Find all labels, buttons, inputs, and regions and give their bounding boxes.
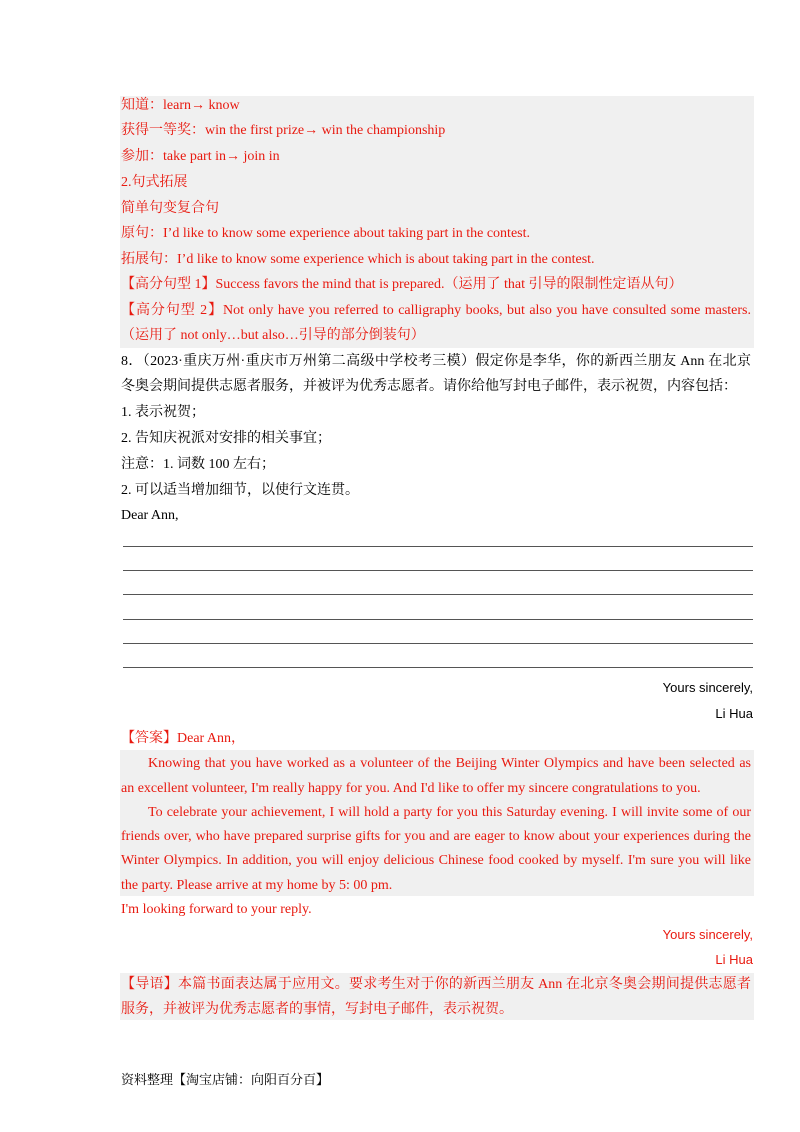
question-point-1: 1. 表示祝贺；	[121, 405, 205, 420]
answer-p2-line-1: To celebrate your achievement, I will hold a party for you this Saturday evening. I will invite some of our	[148, 805, 751, 820]
vocab-line-3: 参加：take part in→ join in	[121, 149, 280, 164]
writing-line	[123, 643, 753, 644]
answer-label: 【答案】Dear Ann，	[121, 731, 246, 746]
writing-line	[123, 570, 753, 571]
original-sentence: 原句：I’d like to know some experience about taking part in the contest.	[121, 226, 531, 241]
answer-p1-line-2: an excellent volunteer, I'm really happy for you. And I'd like to offer my sincere congratulations to you.	[121, 781, 701, 796]
expansion-heading: 2.句式拓展	[121, 175, 188, 190]
question-note-2: 2. 可以适当增加细节，以使行文连贯。	[121, 483, 359, 498]
pattern-2-line-2: （运用了 not only…but also…引导的部分倒装句）	[121, 328, 425, 343]
answer-p3: I'm looking forward to your reply.	[121, 902, 312, 917]
question-note-1: 注意：1. 词数 100 左右；	[121, 457, 275, 472]
pattern-1: 【高分句型 1】Success favors the mind that is prepared.（运用了 that 引导的限制性定语从句）	[121, 277, 683, 292]
greeting: Dear Ann,	[121, 508, 179, 523]
writing-line	[123, 619, 753, 620]
answer-p1-line-1: Knowing that you have worked as a volunteer of the Beijing Winter Olympics and have been selected as	[148, 756, 751, 771]
vocab-line-1: 知道：learn→ know	[121, 98, 240, 113]
guide-line-2: 服务，并被评为优秀志愿者的事情，写封电子邮件，表示祝贺。	[121, 1002, 513, 1017]
answer-p2-line-4: the party. Please arrive at my home by 5: 00 pm.	[121, 878, 393, 893]
pattern-2-line-1: 【高分句型 2】Not only have you referred to calligraphy books, but also you have consulted some masters.	[121, 303, 751, 318]
answer-signature: Li Hua	[715, 952, 753, 967]
question-line-2: 冬奥会期间提供志愿者服务，并被评为优秀志愿者。请你给他写封电子邮件，表示祝贺，内容包括：	[121, 379, 737, 394]
answer-closing: Yours sincerely,	[662, 927, 753, 942]
question-signature: Li Hua	[715, 706, 753, 721]
writing-line	[123, 667, 753, 668]
answer-p2-line-3: Winter Olympics. In addition, you will enjoy delicious Chinese food cooked by myself. I'm sure you will like	[121, 853, 751, 868]
expanded-sentence: 拓展句：I’d like to know some experience which is about taking part in the contest.	[121, 252, 595, 267]
vocab-line-2: 获得一等奖：win the first prize→ win the championship	[121, 123, 446, 138]
question-point-2: 2. 告知庆祝派对安排的相关事宜；	[121, 431, 331, 446]
answer-p2-line-2: friends over, who have prepared surprise gifts for you and are eager to know about your experiences during the	[121, 829, 751, 844]
question-line-1: 8．（2023·重庆万州·重庆市万州第二高级中学校考三模）假定你是李华，你的新西兰朋友 Ann 在北京	[121, 354, 751, 369]
footer-source: 资料整理【淘宝店铺：向阳百分百】	[121, 1072, 330, 1087]
writing-line	[123, 594, 753, 595]
guide-line-1: 【导语】本篇书面表达属于应用文。要求考生对于你的新西兰朋友 Ann 在北京冬奥会期间提供志愿者	[121, 977, 751, 992]
writing-line	[123, 546, 753, 547]
question-closing: Yours sincerely,	[662, 680, 753, 695]
simple-to-complex: 简单句变复合句	[121, 201, 219, 216]
